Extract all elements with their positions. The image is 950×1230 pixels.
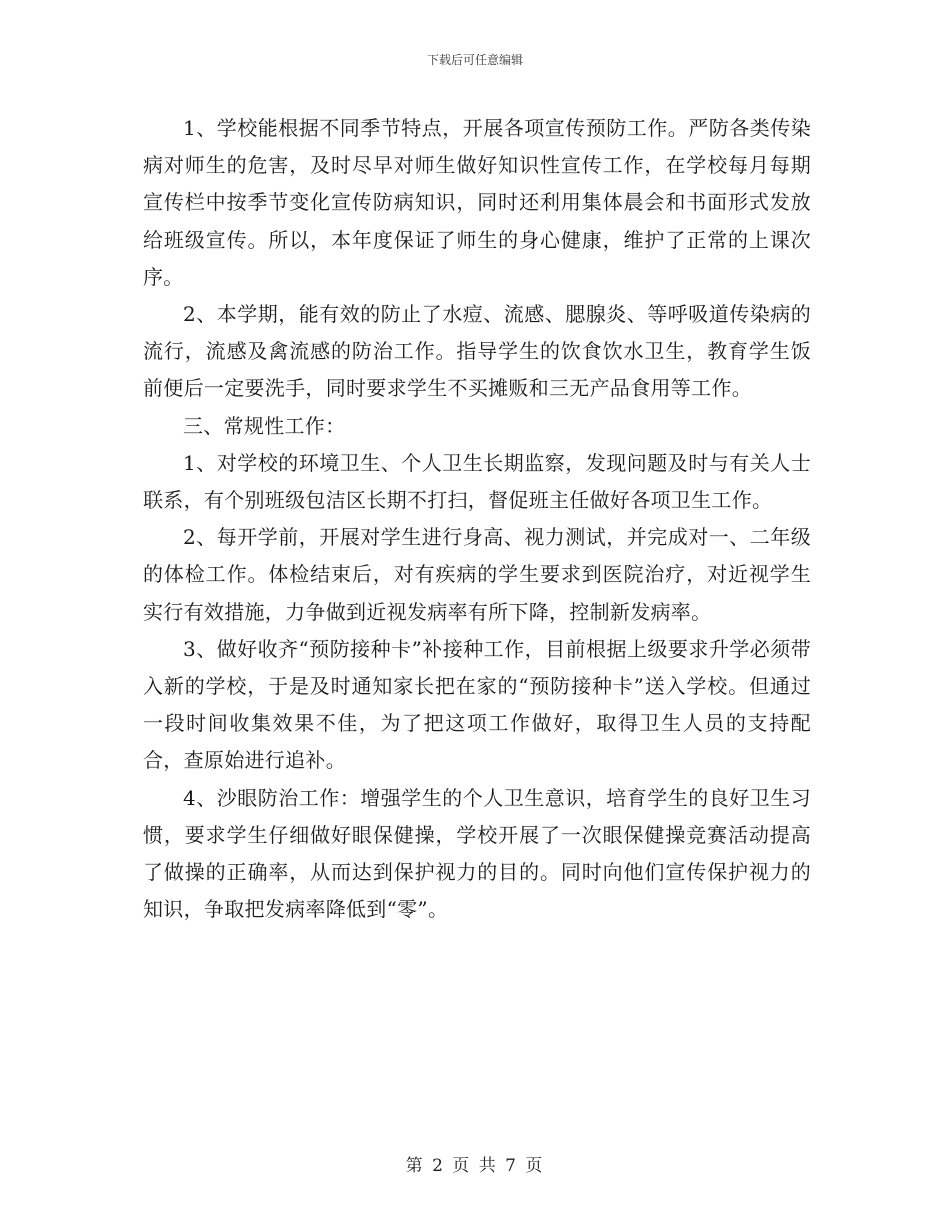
paragraph-health-checkup: 2、每开学前，开展对学生进行身高、视力测试，并完成对一、二年级的体检工作。体检结束后，对有疾病的学生要求到医院治疗，对近视学生实行有效措施，力争做到近视发病率有所下降，控制新发病率。 <box>143 525 811 624</box>
document-body <box>143 110 811 928</box>
paragraph-publicity-prevention: 1、学校能根据不同季节特点，开展各项宣传预防工作。严防各类传染病对师生的危害，及时尽早对师生做好知识性宣传工作，在学校每月每期宣传栏中按季节变化宣传防病知识，同时还利用集体晨会和书面形式发放给班级宣传。所以，本年度保证了师生的身心健康，维护了正常的上课次序。 <box>143 116 811 289</box>
page-number: 第 2 页 共 7 页 <box>405 1156 545 1176</box>
paragraph-infectious-disease-control: 2、本学期，能有效的防止了水痘、流感、腮腺炎、等呼吸道传染病的流行，流感及禽流感的防治工作。指导学生的饮食饮水卫生，教育学生饭前便后一定要洗手，同时要求学生不买摊贩和三无产品食用等工作。 <box>143 302 811 401</box>
page-header: 下载后可任意编辑 <box>426 53 523 67</box>
paragraph-trachoma-prevention: 4、沙眼防治工作：增强学生的个人卫生意识，培育学生的良好卫生习惯，要求学生仔细做好眼保健操，学校开展了一次眼保健操竞赛活动提高了做操的正确率，从而达到保护视力的目的。同时向他们宣传保护视力的知识，争取把发病率降低到“零”。 <box>143 785 811 922</box>
paragraph-vaccination-card: 3、做好收齐“预防接种卡”补接种工作，目前根据上级要求升学必须带入新的学校，于是及时通知家长把在家的“预防接种卡”送入学校。但通过一段时间收集效果不佳，为了把这项工作做好，取得卫生人员的支持配合，查原始进行追补。 <box>143 636 811 773</box>
section-heading-routine-work: 三、常规性工作： <box>183 413 346 438</box>
paragraph-hygiene-supervision: 1、对学校的环境卫生、个人卫生长期监察，发现问题及时与有关人士联系，有个别班级包洁区长期不打扫，督促班主任做好各项卫生工作。 <box>143 450 811 513</box>
